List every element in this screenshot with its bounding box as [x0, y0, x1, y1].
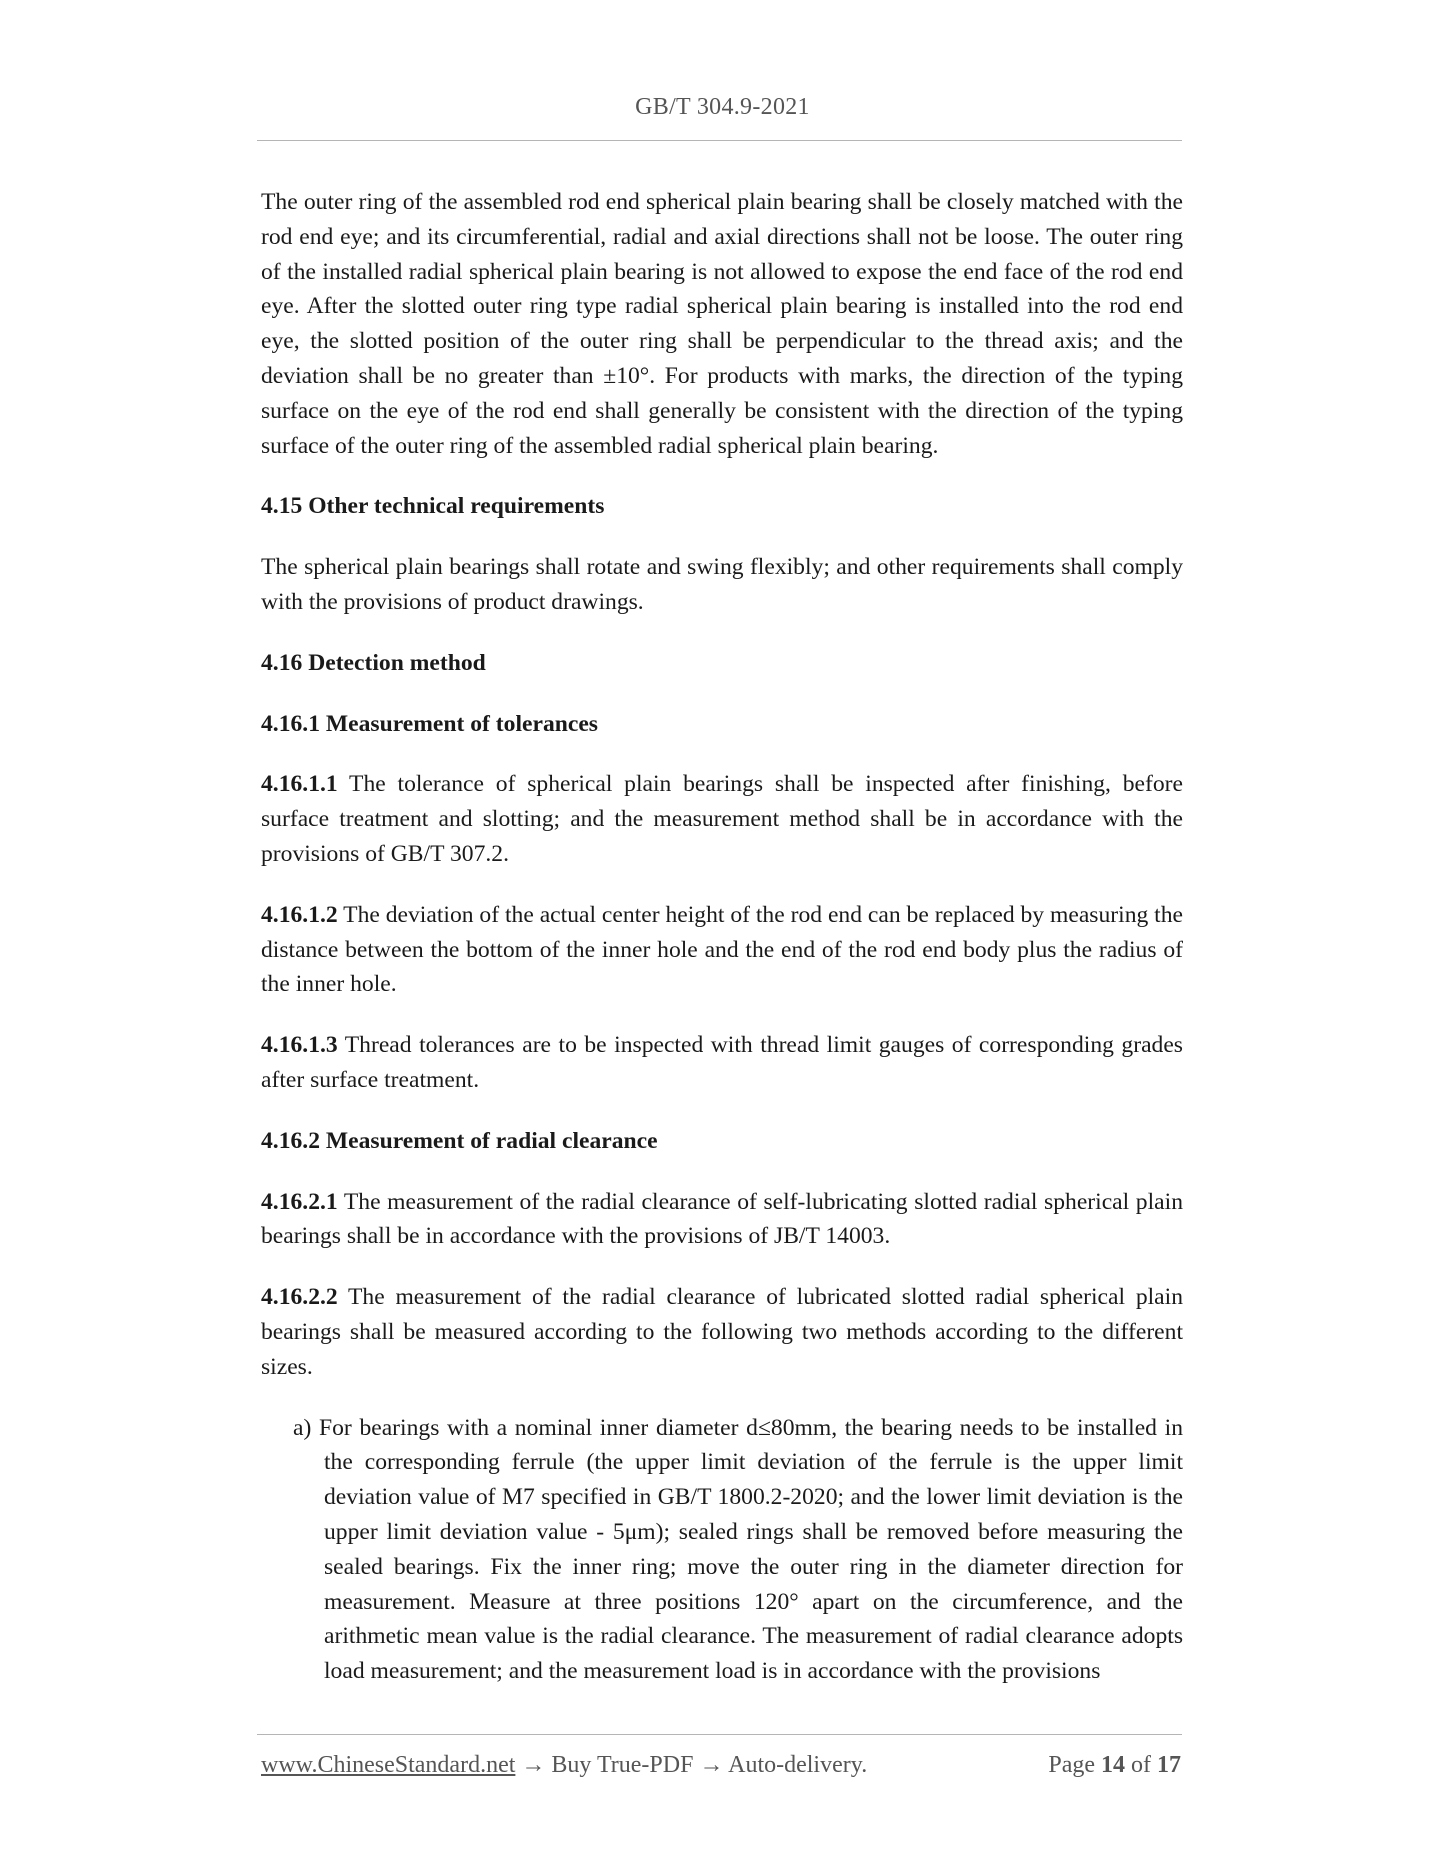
- section-heading-4-15: 4.15 Other technical requirements: [261, 493, 605, 520]
- paragraph-assembly-requirements: The outer ring of the assembled rod end spherical plain bearing shall be closely matched with the rod end eye; and its circumferential, radial and axial directions shall not be loose. The outer ring of the installed radial spherical plain bearing is not allowed to expose the end face of the rod end eye. After the slotted outer ring type radial spherical plain bearing is installed into the rod end eye, the slotted position of the outer ring shall be perpendicular to the thread axis; and the deviation shall be no greater than ±10°. For products with marks, the direction of the typing surface on the eye of the rod end shall generally be consistent with the direction of the typing surface of the outer ring of the assembled radial spherical plain bearing.: [261, 189, 1183, 459]
- paragraph-other-requirements: The spherical plain bearings shall rotate and swing flexibly; and other requirements shall comply with the provisions of product drawings.: [261, 554, 1183, 615]
- clause-4-16-2-2: [261, 1280, 1183, 1384]
- clause-4-16-1-1: [261, 767, 1183, 871]
- clause-4-16-1-2: [261, 898, 1183, 1002]
- document-header-title: GB/T 304.9-2021: [635, 94, 810, 120]
- clause-4-16-2-1: [261, 1185, 1183, 1255]
- section-heading-4-16: 4.16 Detection method: [261, 649, 486, 676]
- clause-text: The measurement of the radial clearance of lubricated slotted radial spherical plain bearings shall be measured according to the following two methods according to the different sizes.: [261, 1284, 1183, 1380]
- page-label: Page: [1048, 1752, 1095, 1778]
- page-indicator: [1048, 1752, 1181, 1779]
- clause-number: 4.16.1.2: [261, 901, 338, 928]
- footer-divider: [257, 1734, 1182, 1735]
- website-link[interactable]: www.ChineseStandard.net: [261, 1752, 516, 1778]
- clause-number: 4.16.1.1: [261, 771, 338, 798]
- list-item-a: a) For bearings with a nominal inner diameter d≤80mm, the bearing needs to be installed in the corresponding ferrule (the upper limit deviation of the ferrule is the upper limit deviation value of M7 specified in GB/T 1800.2-2020; and the lower limit deviation is the upper limit deviation value - 5μm); sealed rings shall be removed before measuring the sealed bearings. Fix the inner ring; move the outer ring in the diameter direction for measurement. Measure at three positions 120° apart on the circumference, and the arithmetic mean value is the radial clearance. The measurement of radial clearance adopts load measurement; and the measurement load is in accordance with the provisions: [293, 1414, 1183, 1685]
- section-heading-4-16-1: 4.16.1 Measurement of tolerances: [261, 710, 598, 737]
- document-body: [261, 185, 1183, 1689]
- footer-promo: [261, 1752, 867, 1779]
- footer-nav-text: → Buy True-PDF → Auto-delivery.: [515, 1752, 868, 1778]
- clause-4-16-1-3: [261, 1028, 1183, 1098]
- clause-text: Thread tolerances are to be inspected with thread limit gauges of corresponding grades after surface treatment.: [261, 1032, 1183, 1093]
- page-total: 17: [1157, 1752, 1181, 1778]
- page-of-label: of: [1131, 1752, 1151, 1778]
- clause-text: The measurement of the radial clearance of self-lubricating slotted radial spherical plain bearings shall be in accordance with the provisions of JB/T 14003.: [261, 1188, 1183, 1250]
- header-divider: [257, 140, 1182, 141]
- clause-number: 4.16.2.2: [261, 1284, 338, 1311]
- clause-text: The tolerance of spherical plain bearings shall be inspected after finishing, before surface treatment and slotting; and the measurement method shall be in accordance with the provisions of GB/T 307.2.: [261, 771, 1183, 867]
- clause-number: 4.16.1.3: [261, 1032, 338, 1059]
- section-heading-4-16-2: 4.16.2 Measurement of radial clearance: [261, 1127, 658, 1154]
- clause-number: 4.16.2.1: [261, 1188, 338, 1215]
- clause-text: The deviation of the actual center height of the rod end can be replaced by measuring the distance between the bottom of the inner hole and the end of the rod end body plus the radius of the inner hole.: [261, 901, 1184, 998]
- page-current: 14: [1101, 1752, 1125, 1778]
